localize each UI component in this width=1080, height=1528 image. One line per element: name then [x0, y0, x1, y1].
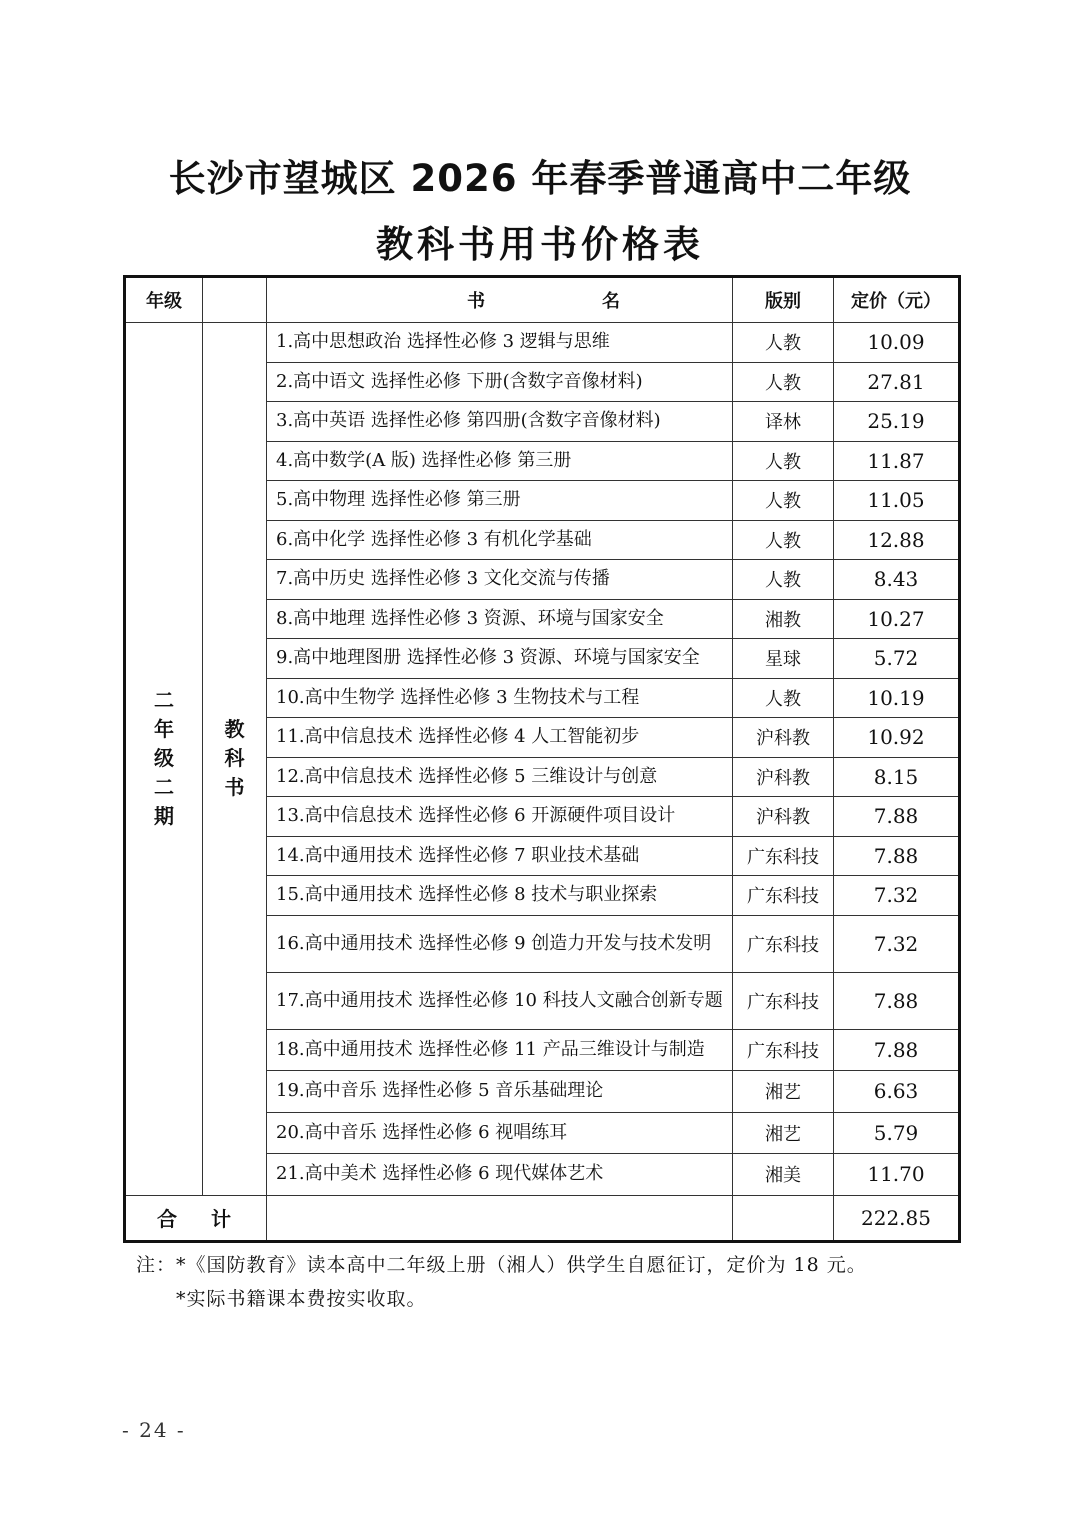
book-name-cell: 12.高中信息技术 选择性必修 5 三维设计与创意 — [267, 757, 733, 797]
book-name-cell: 2.高中语文 选择性必修 下册(含数字音像材料) — [267, 362, 733, 402]
book-name-cell: 10.高中生物学 选择性必修 3 生物技术与工程 — [267, 678, 733, 718]
publisher-cell: 广东科技 — [733, 876, 834, 916]
grade-char: 年 — [154, 717, 174, 742]
book-name-cell: 14.高中通用技术 选择性必修 7 职业技术基础 — [267, 836, 733, 876]
book-name-cell: 6.高中化学 选择性必修 3 有机化学基础 — [267, 520, 733, 560]
header-edition: 版别 — [733, 277, 834, 323]
price-cell: 10.19 — [834, 678, 960, 718]
price-cell: 11.05 — [834, 481, 960, 521]
price-cell: 6.63 — [834, 1071, 960, 1113]
publisher-cell: 译林 — [733, 402, 834, 442]
price-cell: 7.88 — [834, 972, 960, 1029]
publisher-cell: 人教 — [733, 560, 834, 600]
publisher-cell: 人教 — [733, 441, 834, 481]
total-label: 合计 — [125, 1195, 267, 1241]
book-name-cell: 5.高中物理 选择性必修 第三册 — [267, 481, 733, 521]
grade-cell — [125, 323, 203, 1196]
publisher-cell: 人教 — [733, 362, 834, 402]
publisher-cell: 湘艺 — [733, 1112, 834, 1154]
book-name-cell: 9.高中地理图册 选择性必修 3 资源、环境与国家安全 — [267, 639, 733, 679]
publisher-cell: 湘教 — [733, 599, 834, 639]
price-cell: 8.43 — [834, 560, 960, 600]
book-type-cell — [203, 323, 267, 1196]
price-cell: 12.88 — [834, 520, 960, 560]
book-name-cell: 4.高中数学(A 版) 选择性必修 第三册 — [267, 441, 733, 481]
price-cell: 8.15 — [834, 757, 960, 797]
header-book-name-left: 书 — [467, 291, 485, 312]
price-cell: 10.27 — [834, 599, 960, 639]
book-name-cell: 8.高中地理 选择性必修 3 资源、环境与国家安全 — [267, 599, 733, 639]
book-name-cell: 17.高中通用技术 选择性必修 10 科技人文融合创新专题 — [267, 972, 733, 1029]
price-cell: 27.81 — [834, 362, 960, 402]
document-title-line1: 长沙市望城区 2026 年春季普通高中二年级 — [168, 157, 912, 200]
publisher-cell: 湘艺 — [733, 1071, 834, 1113]
book-name-cell: 1.高中思想政治 选择性必修 3 逻辑与思维 — [267, 323, 733, 363]
header-book-name-right: 名 — [602, 291, 620, 312]
book-name-cell: 16.高中通用技术 选择性必修 9 创造力开发与技术发明 — [267, 915, 733, 972]
price-cell: 10.09 — [834, 323, 960, 363]
publisher-cell: 星球 — [733, 639, 834, 679]
publisher-cell: 人教 — [733, 520, 834, 560]
publisher-cell: 沪科教 — [733, 757, 834, 797]
publisher-cell: 人教 — [733, 678, 834, 718]
book-name-cell: 13.高中信息技术 选择性必修 6 开源硬件项目设计 — [267, 797, 733, 837]
book-type-char: 书 — [224, 775, 245, 800]
header-price: 定价（元） — [834, 277, 960, 323]
publisher-cell: 人教 — [733, 481, 834, 521]
price-table — [123, 275, 961, 1243]
publisher-cell: 沪科教 — [733, 797, 834, 837]
grade-char: 期 — [154, 804, 174, 829]
document-title-line2: 教科书用书价格表 — [376, 223, 704, 266]
total-row — [125, 1195, 960, 1241]
table-row — [125, 323, 960, 363]
price-cell: 10.92 — [834, 718, 960, 758]
grade-char: 二 — [154, 688, 174, 713]
book-name-cell: 19.高中音乐 选择性必修 5 音乐基础理论 — [267, 1071, 733, 1113]
price-cell: 25.19 — [834, 402, 960, 442]
header-blank — [203, 277, 267, 323]
book-name-cell: 15.高中通用技术 选择性必修 8 技术与职业探索 — [267, 876, 733, 916]
notes — [136, 1248, 867, 1316]
publisher-cell: 人教 — [733, 323, 834, 363]
total-value: 222.85 — [834, 1195, 960, 1241]
price-cell: 7.88 — [834, 797, 960, 837]
page-number: - 24 - — [122, 1418, 186, 1442]
price-cell: 11.87 — [834, 441, 960, 481]
book-type-char: 科 — [224, 746, 245, 771]
price-cell: 11.70 — [834, 1154, 960, 1196]
total-empty-publisher — [733, 1195, 834, 1241]
table-header-row — [125, 277, 960, 323]
note-line-2: *实际书籍课本费按实收取。 — [176, 1288, 427, 1310]
total-empty-name — [267, 1195, 733, 1241]
header-grade: 年级 — [125, 277, 203, 323]
book-name-cell: 3.高中英语 选择性必修 第四册(含数字音像材料) — [267, 402, 733, 442]
book-name-cell: 21.高中美术 选择性必修 6 现代媒体艺术 — [267, 1154, 733, 1196]
publisher-cell: 湘美 — [733, 1154, 834, 1196]
publisher-cell: 广东科技 — [733, 915, 834, 972]
book-name-cell: 20.高中音乐 选择性必修 6 视唱练耳 — [267, 1112, 733, 1154]
book-name-cell: 11.高中信息技术 选择性必修 4 人工智能初步 — [267, 718, 733, 758]
grade-char: 级 — [154, 746, 174, 771]
price-cell: 7.32 — [834, 876, 960, 916]
book-name-cell: 7.高中历史 选择性必修 3 文化交流与传播 — [267, 560, 733, 600]
publisher-cell: 广东科技 — [733, 972, 834, 1029]
note-line-1: 注：*《国防教育》读本高中二年级上册（湘人）供学生自愿征订，定价为 18 元。 — [136, 1254, 867, 1276]
publisher-cell: 沪科教 — [733, 718, 834, 758]
book-name-cell: 18.高中通用技术 选择性必修 11 产品三维设计与制造 — [267, 1029, 733, 1071]
publisher-cell: 广东科技 — [733, 1029, 834, 1071]
price-cell: 7.88 — [834, 1029, 960, 1071]
publisher-cell: 广东科技 — [733, 836, 834, 876]
price-cell: 5.79 — [834, 1112, 960, 1154]
price-cell: 7.32 — [834, 915, 960, 972]
book-type-char: 教 — [224, 717, 245, 742]
price-cell: 7.88 — [834, 836, 960, 876]
grade-char: 二 — [154, 775, 174, 800]
price-cell: 5.72 — [834, 639, 960, 679]
header-book-name — [267, 277, 733, 323]
